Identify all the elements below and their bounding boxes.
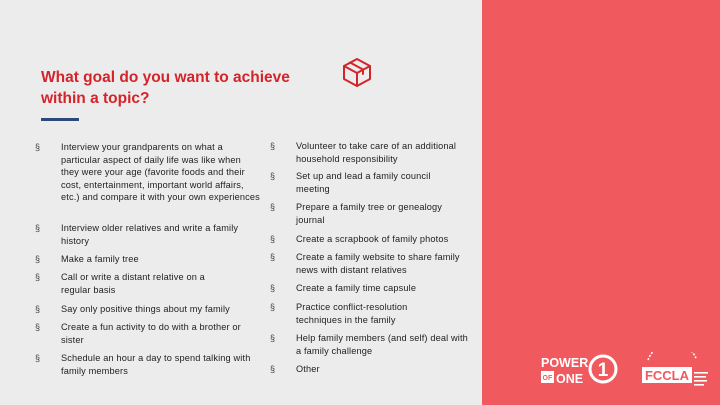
list-item-text: Call or write a distant relative on a regular basis: [61, 272, 205, 295]
list-item-text: Schedule an hour a day to spend talking with family members: [61, 353, 251, 376]
bullet-icon: §: [270, 302, 276, 312]
power-of-one-logo: [540, 354, 618, 386]
list-item-text: Set up and lead a family council meeting: [296, 171, 431, 194]
accent-panel: [482, 0, 720, 405]
title-underline: [41, 118, 79, 121]
bullet-icon: §: [270, 333, 276, 343]
bullet-icon: §: [35, 353, 41, 363]
bullet-icon: §: [270, 171, 276, 181]
bullet-icon: §: [35, 254, 41, 264]
bullet-icon: §: [270, 234, 276, 244]
list-item-text: Create a family website to share family news with distant relatives: [296, 252, 460, 275]
bullet-icon: §: [35, 223, 41, 233]
list-item-text: Interview older relatives and write a family history: [61, 223, 239, 246]
list-item-text: Make a family tree: [61, 254, 139, 264]
slide-title: [41, 67, 341, 109]
fccla-name: FCCLA: [644, 368, 690, 383]
list-item-text: Help family members (and self) deal with a family challenge: [296, 333, 468, 356]
bullet-icon: §: [270, 252, 276, 262]
fccla-tagline-line: [694, 384, 704, 386]
list-item-text: Interview your grandparents on what a particular aspect of daily life was like when they were your age (favorite foods and their cost, entertainment, important world affairs, etc.) and compare it with your own experiences: [61, 142, 260, 203]
list-item-text: Other: [296, 364, 320, 374]
list-item-text: Create a fun activity to do with a brother or sister: [61, 322, 241, 345]
logo-of-word: OF: [542, 375, 553, 382]
fccla-logo: [640, 352, 712, 392]
bullet-icon: §: [35, 272, 41, 282]
bullet-icon: §: [35, 142, 41, 152]
logo-numeral-one: 1: [597, 360, 609, 381]
bullet-icon: §: [35, 322, 41, 332]
fccla-tagline-line: [694, 380, 707, 382]
bullet-icon: §: [270, 202, 276, 212]
title-line-2: within a topic?: [41, 90, 150, 107]
list-item-text: Create a scrapbook of family photos: [296, 234, 449, 244]
fccla-arc: [648, 352, 696, 360]
fccla-tagline-line: [694, 376, 706, 378]
list-item-text: Prepare a family tree or genealogy journal: [296, 202, 443, 225]
bullet-icon: §: [270, 141, 276, 151]
open-box-icon: [340, 55, 374, 89]
bullet-icon: §: [270, 283, 276, 293]
list-item-text: Say only positive things about my family: [61, 304, 230, 314]
fccla-tagline-line: [694, 372, 708, 374]
logo-one-word: ONE: [556, 372, 584, 386]
list-item-text: Volunteer to take care of an additional household responsibility: [296, 141, 457, 164]
list-item-text: Create a family time capsule: [296, 283, 417, 293]
bullet-icon: §: [270, 364, 276, 374]
bullet-icon: §: [35, 304, 41, 314]
list-item-text: Practice conflict-resolution techniques in the family: [296, 302, 408, 325]
logo-power-word: POWER: [541, 356, 589, 370]
title-line-1: What goal do you want to achieve: [41, 69, 290, 86]
